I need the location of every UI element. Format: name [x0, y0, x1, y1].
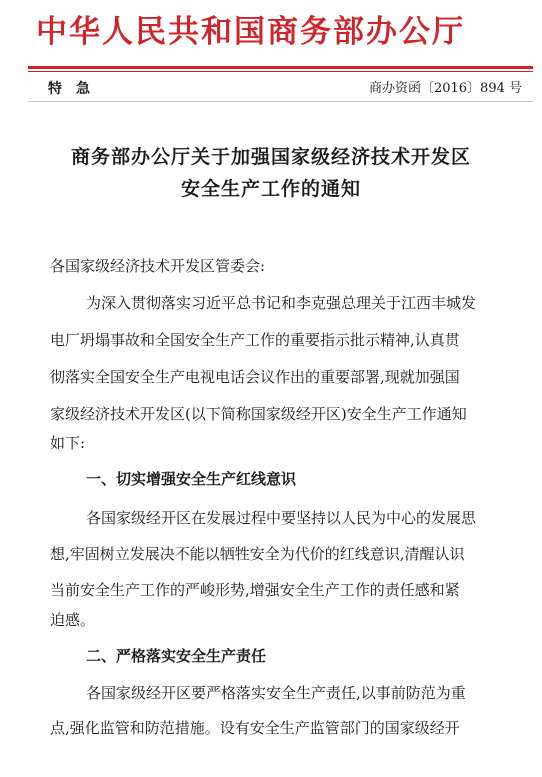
intro-line: 如下:	[50, 434, 86, 452]
section-line: 想,牢固树立发展决不能以牺牲安全为代价的红线意识,清醒认识	[50, 545, 465, 563]
intro-line: 电厂坍塌事故和全国安全生产工作的重要指示批示精神,认真贯	[50, 331, 460, 349]
letterhead-rule-thick	[28, 66, 533, 69]
intro-line: 彻落实全国安全生产电视电话会议作出的重要部署,现就加强国	[50, 368, 460, 386]
document-title-line-1: 商务部办公厅关于加强国家级经济技术开发区	[70, 146, 471, 168]
letterhead-title: 中华人民共和国商务部办公厅	[36, 14, 465, 50]
section-line: 各国家级经开区在发展过程中要坚持以人民为中心的发展思	[86, 509, 477, 527]
urgency-label: 特急	[48, 81, 104, 97]
section-heading: 一、切实增强安全生产红线意识	[86, 470, 297, 488]
intro-line: 为深入贯彻落实习近平总书记和李克强总理关于江西丰城发	[86, 294, 477, 312]
meta-divider	[28, 101, 533, 102]
intro-line: 家级经济技术开发区(以下简称国家级经开区)安全生产工作通知	[50, 405, 467, 423]
document-title-line-2: 安全生产工作的通知	[180, 178, 361, 200]
document-number: 商办资函〔2016〕894 号	[368, 81, 522, 96]
section-heading: 二、严格落实安全生产责任	[86, 647, 267, 665]
section-line: 点,强化监管和防范措施。设有安全生产监管部门的国家级经开	[50, 719, 460, 737]
salutation: 各国家级经济技术开发区管委会:	[50, 257, 266, 275]
section-line: 迫感。	[50, 611, 96, 629]
section-line: 各国家级经开区要严格落实安全生产责任,以事前防范为重	[86, 684, 466, 702]
section-line: 当前安全生产工作的严峻形势,增强安全生产工作的责任感和紧	[50, 581, 460, 599]
letterhead-rule-thin	[28, 71, 533, 72]
